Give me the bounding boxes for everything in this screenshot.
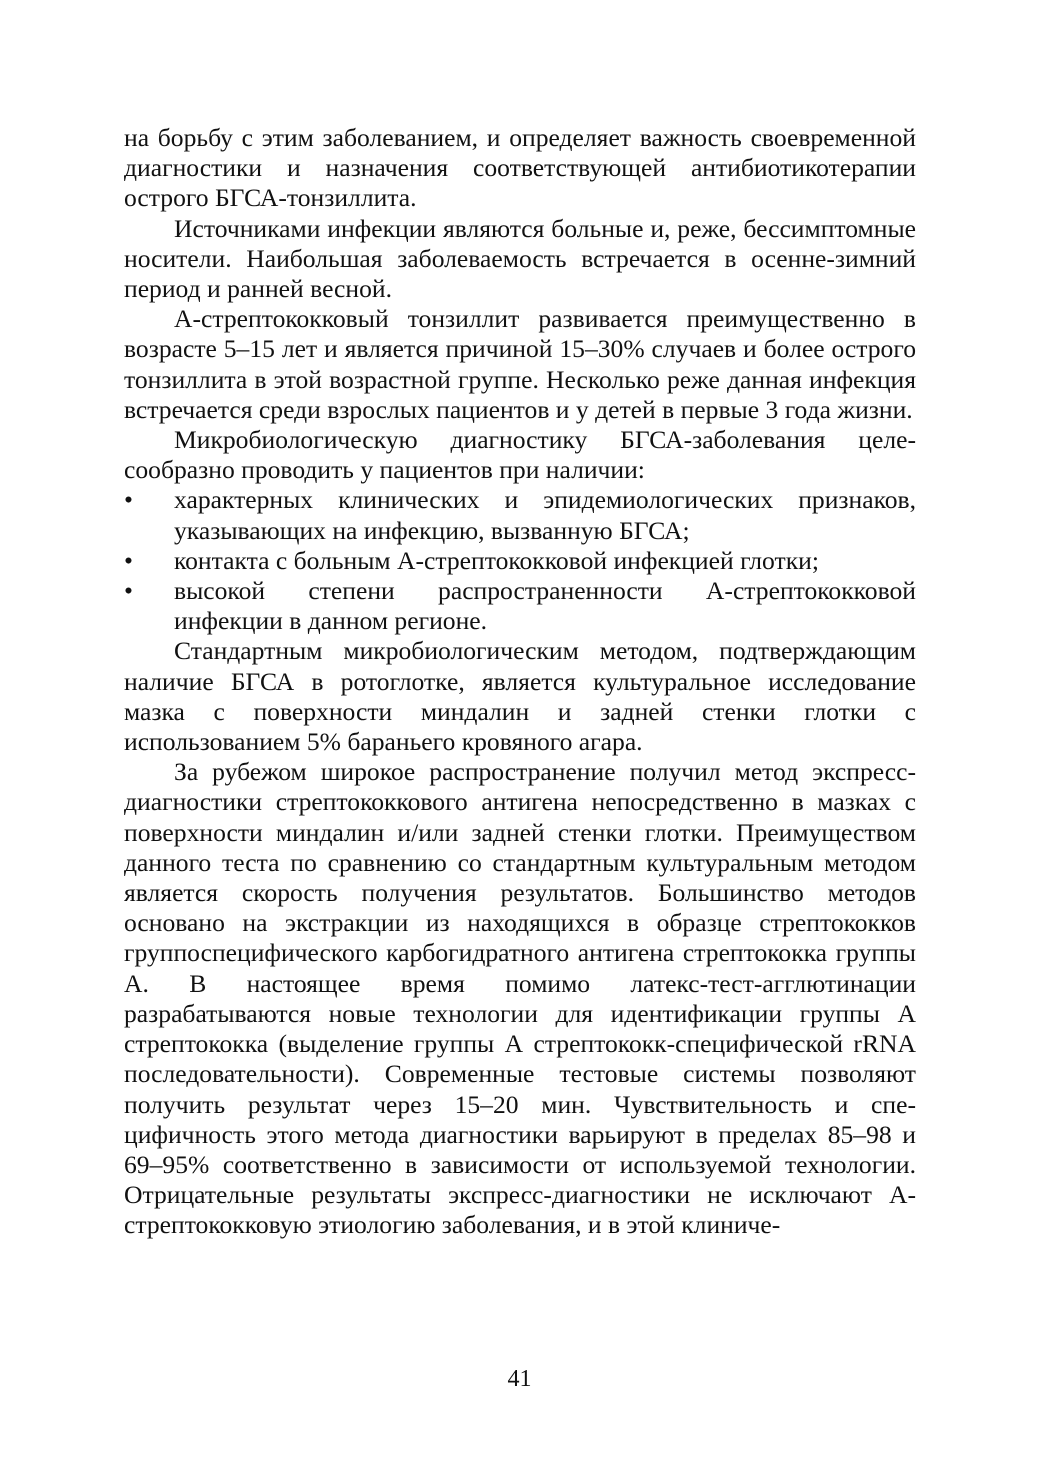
list-item (124, 576, 916, 636)
bullet-icon: • (124, 545, 133, 575)
bullet-icon: • (124, 576, 133, 606)
body-text (124, 123, 916, 1241)
list-item-text: характерных клинических и эпидемиологических признаков, указывающих на инфекцию, вызванную БГСА; (174, 485, 916, 545)
list-item-text: контакта с больным А-стрептококковой инфекцией глотки; (174, 545, 819, 575)
bullet-icon: • (124, 485, 133, 515)
indications-list (124, 485, 916, 636)
page-number: 41 (507, 1366, 532, 1392)
paragraph-infection-sources: Источниками инфекции являются больные и, реже, бессимптомные носители. Наибольшая заболеваемость встречается в осенне-зимний период и ранней весной. (124, 213, 916, 304)
paragraph-standard-method: Стандартным микробиологическим методом, подтверждающим наличие БГСА в ротоглотке, является культуральное исследование мазка с поверхности миндалин и задней стенки глотки с использованием 5% бараньего кровяного агара. (124, 636, 916, 757)
list-item (124, 546, 916, 576)
paragraph-express-diagnostics: За рубежом широкое распространение получил метод экспресс-диагностики стрептококкового антигена непосредственно в мазках с поверхности миндалин и/или задней стенки глотки. Преимуществом данного теста по сравнению со стандартным культуральным методом является скорость получения результатов. Большинство методов основано на экстракции из находящихся в образце стрептококков группоспецифического карбогидратного антигена стрептококка группы А. В настоящее время помимо латекс-тест-агглютинации разрабатываются новые технологии для идентификации группы А стрептококка (выделение группы А стрептококк-специфической rRNA последовательности). Современные тестовые системы позволяют получить результат через 15–20 мин. Чувствительность и специфичность этого метода диагностики варьируют в пределах 85–98 и 69–95% соответственно в зависимости от используемой технологии. Отрицательные результаты экспресс-диагностики не исключают А-стрептококковую этиологию заболевания, и в этой клиниче- (124, 757, 916, 1240)
paragraph-diagnostics-intro: Микробиологическую диагностику БГСА-заболевания целесообразно проводить у пациентов при наличии: (124, 425, 916, 485)
list-item (124, 485, 916, 545)
paragraph-continuation: на борьбу с этим заболеванием, и определяет важность своевременной диагностики и назначения соответствующей антибиотикотерапии острого БГСА-тонзиллита. (124, 123, 916, 213)
paragraph-age-distribution: А-стрептококковый тонзиллит развивается преимущественно в возрасте 5–15 лет и является причиной 15–30% случаев и более острого тонзиллита в этой возрастной группе. Несколько реже данная инфекция встречается среди взрослых пациентов и у детей в первые 3 года жизни. (124, 304, 916, 424)
list-item-text: высокой степени распространенности А-стрептококковой инфекции в данном регионе. (174, 576, 916, 636)
